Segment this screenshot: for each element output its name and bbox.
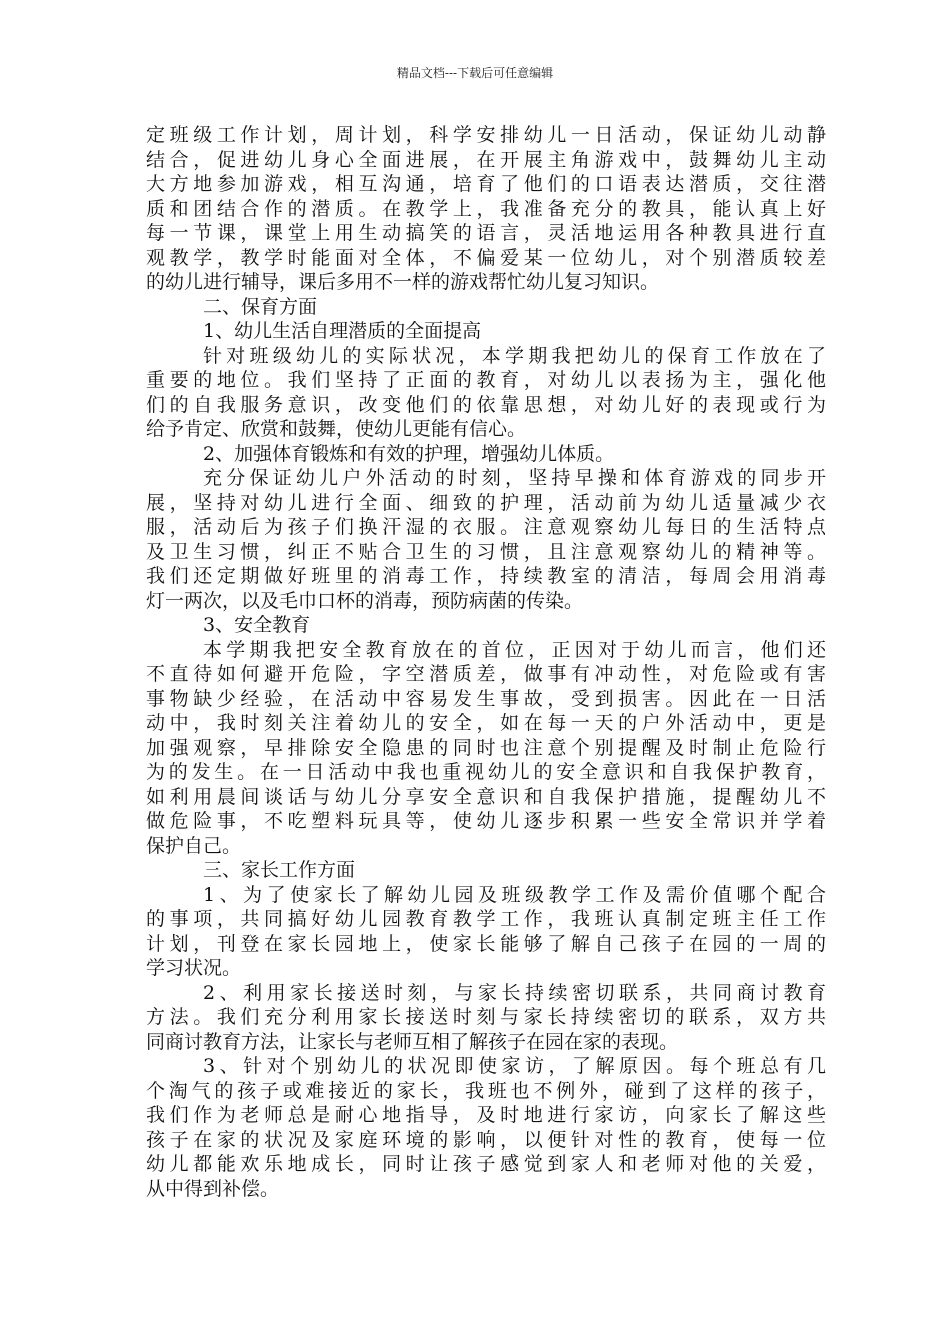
- text-line: 服，活动后为孩子们换汗湿的衣服。注意观察幼儿每日的生活特点: [146, 516, 826, 538]
- section-heading: 三、家长工作方面: [203, 859, 356, 881]
- text-line: 计划，刊登在家长园地上，使家长能够了解自己孩子在园的一周的: [146, 932, 826, 955]
- text-line: 做危险事，不吃塑料玩具等，使幼儿逐步积累一些安全常识并学着: [146, 810, 826, 832]
- subsection-heading: 1、幼儿生活自理潜质的全面提高: [203, 320, 482, 342]
- text-line: 如利用晨间谈话与幼儿分享安全意识和自我保护措施，提醒幼儿不: [146, 785, 826, 808]
- text-line: 我们作为老师总是耐心地指导，及时地进行家访，向家长了解这些: [146, 1104, 826, 1126]
- text-line: 的幼儿进行辅导，课后多用不一样的游戏帮忙幼儿复习知识。: [146, 271, 660, 293]
- text-line: 本学期我把安全教育放在的首位，正因对于幼儿而言，他们还: [203, 638, 826, 661]
- subsection-heading: 3、安全教育: [203, 614, 311, 636]
- text-line: 1、为了使家长了解幼儿园及班级教学工作及需价值哪个配合: [203, 883, 826, 906]
- text-line: 每一节课，课堂上用生动搞笑的语言，灵活地运用各种教具进行直: [146, 222, 826, 244]
- text-line: 定班级工作计划，周计划，科学安排幼儿一日活动，保证幼儿动静: [146, 124, 826, 146]
- text-line: 加强观察，早排除安全隐患的同时也注意个别提醒及时制止危险行: [146, 736, 826, 759]
- text-line: 我们还定期做好班里的消毒工作，持续教室的清洁，每周会用消毒: [146, 565, 826, 587]
- text-line: 质和团结合作的潜质。在教学上，我准备充分的教具，能认真上好: [146, 197, 826, 220]
- text-line: 们的自我服务意识，改变他们的依靠思想，对幼儿好的表现或行为: [146, 393, 826, 416]
- page-header: 精品文档---下载后可任意编辑: [396, 66, 554, 80]
- text-line: 方法。我们充分利用家长接送时刻与家长持续密切的联系，双方共: [146, 1006, 826, 1028]
- text-line: 针对班级幼儿的实际状况，本学期我把幼儿的保育工作放在了: [203, 344, 826, 367]
- text-line: 为的发生。在一日活动中我也重视幼儿的安全意识和自我保护教育，: [146, 761, 826, 783]
- text-line: 3、针对个别幼儿的状况即使家访，了解原因。每个班总有几: [203, 1055, 826, 1077]
- text-line: 充分保证幼儿户外活动的时刻，坚持早操和体育游戏的同步开: [203, 467, 826, 489]
- text-line: 同商讨教育方法，让家长与老师互相了解孩子在园在家的表现。: [146, 1030, 679, 1053]
- text-line: 动中，我时刻关注着幼儿的安全，如在每一天的户外活动中，更是: [146, 712, 826, 734]
- text-line: 重要的地位。我们坚持了正面的教育，对幼儿以表扬为主，强化他: [146, 369, 826, 391]
- text-line: 学习状况。: [146, 957, 242, 979]
- text-line: 孩子在家的状况及家庭环境的影响，以便针对性的教育，使每一位: [146, 1128, 826, 1151]
- text-line: 保护自己。: [146, 834, 242, 857]
- subsection-heading: 2、加强体育锻炼和有效的护理，增强幼儿体质。: [203, 442, 615, 465]
- text-line: 事物缺少经验，在活动中容易发生事故，受到损害。因此在一日活: [146, 687, 826, 710]
- document-body: [146, 123, 826, 1201]
- text-line: 2、利用家长接送时刻，与家长持续密切联系，共同商讨教育: [203, 981, 826, 1004]
- text-line: 的事项，共同搞好幼儿园教育教学工作，我班认真制定班主任工作: [146, 908, 826, 930]
- text-line: 幼儿都能欢乐地成长，同时让孩子感觉到家人和老师对他的关爱，: [146, 1153, 826, 1175]
- text-line: 灯一两次，以及毛巾口杯的消毒，预防病菌的传染。: [146, 589, 584, 612]
- text-line: 观教学，教学时能面对全体，不偏爱某一位幼儿，对个别潜质较差: [146, 246, 826, 269]
- text-line: 展，坚持对幼儿进行全面、细致的护理，活动前为幼儿适量减少衣: [146, 491, 826, 514]
- text-line: 不直待如何避开危险，字空潜质差，做事有冲动性，对危险或有害: [146, 663, 826, 685]
- section-heading: 二、保育方面: [203, 295, 318, 318]
- text-line: 个淘气的孩子或难接近的家长，我班也不例外，碰到了这样的孩子，: [146, 1079, 826, 1102]
- text-line: 结合，促进幼儿身心全面进展，在开展主角游戏中，鼓舞幼儿主动: [146, 148, 826, 171]
- text-line: 及卫生习惯，纠正不贴合卫生的习惯，且注意观察幼儿的精神等。: [146, 540, 826, 563]
- text-line: 从中得到补偿。: [146, 1177, 280, 1200]
- text-line: 给予肯定、欣赏和鼓舞，使幼儿更能有信心。: [146, 418, 527, 440]
- text-line: 大方地参加游戏，相互沟通，培育了他们的口语表达潜质，交往潜: [146, 173, 826, 195]
